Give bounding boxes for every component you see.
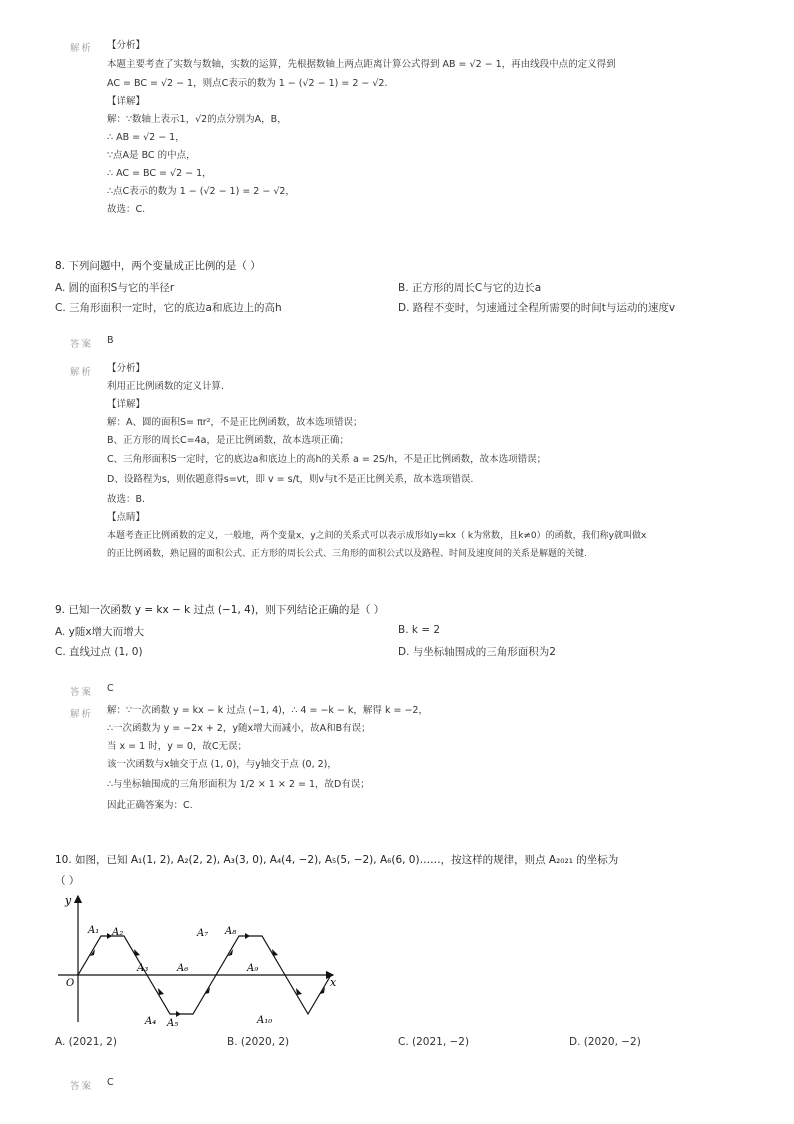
q8-option-a[interactable]: A. 圆的面积S与它的半径r (55, 282, 175, 294)
point-label-a1: A₁ (88, 925, 100, 936)
q10-option-d[interactable]: D. (2020, −2) (569, 1036, 641, 1048)
origin-label: O (66, 978, 75, 989)
q8-line-10: 的正比例函数，熟记圆的面积公式、正方形的周长公式、三角形的面积公式以及路程、时间及速度间的关系是解题的关键. (107, 549, 587, 559)
q9-stem: 9. 已知一次函数 y = kx − k 过点 (−1, 4)，则下列结论正确的是（ ） (55, 604, 385, 616)
q7-line-8: ∴点C表示的数为 1 − (√2 − 1) = 2 − √2， (107, 186, 295, 197)
q10-stem-paren: （ ） (55, 875, 80, 887)
q7-line-2: AC = BC = √2 − 1，则点C表示的数为 1 − (√2 − 1) = 2 − √2. (107, 78, 388, 89)
q8-option-d[interactable]: D. 路程不变时，匀速通过全程所需要的时间t与运动的速度v (398, 302, 676, 314)
q10-answer-label: 答案 (70, 1081, 94, 1092)
q7-line-6: ∵点A是 BC 的中点， (107, 150, 196, 161)
q9-line-0: 解：∵一次函数 y = kx − k 过点 (−1, 4)，∴ 4 = −k − k，解得 k = −2， (107, 705, 428, 716)
q8-option-c[interactable]: C. 三角形面积一定时，它的底边a和底边上的高h (55, 302, 282, 314)
point-label-a3: A₃ (137, 963, 149, 974)
q9-answer-label: 答案 (70, 687, 94, 698)
point-label-a4: A₄ (145, 1016, 157, 1027)
q9-line-3: 该一次函数与x轴交于点 (1, 0)，与y轴交于点 (0, 2)， (107, 759, 337, 770)
q7-line-7: ∴ AC = BC = √2 − 1， (107, 168, 212, 179)
q8-line-7: 故选：B. (107, 494, 146, 505)
q8-line-0: 【分析】 (107, 363, 146, 374)
q7-line-5: ∴ AB = √2 − 1， (107, 132, 185, 143)
point-label-a9: A₉ (247, 963, 259, 974)
q9-line-4: ∴与坐标轴围成的三角形面积为 1/2 × 1 × 2 = 1，故D有误； (107, 779, 370, 790)
x-axis-label: x (330, 976, 337, 989)
q7-line-4: 解：∵数轴上表示1，√2的点分别为A，B， (107, 114, 287, 125)
q8-stem: 8. 下列问题中，两个变量成正比例的是（ ） (55, 260, 261, 272)
point-label-a6: A₆ (177, 963, 189, 974)
q7-line-3: 【详解】 (107, 96, 146, 107)
q9-line-2: 当 x = 1 时，y = 0，故C无误； (107, 741, 248, 752)
q7-jiexi-label: 解析 (70, 43, 94, 54)
q8-line-3: 解：A、圆的面积S= πr²，不是正比例函数，故本选项错误； (107, 417, 363, 428)
point-label-a2: A₂ (112, 927, 124, 938)
q9-answer: C (107, 683, 114, 694)
q10-answer: C (107, 1077, 114, 1088)
point-label-a5: A₅ (167, 1018, 179, 1029)
q8-answer: B (107, 335, 114, 346)
q9-option-c[interactable]: C. 直线过点 (1, 0) (55, 646, 143, 658)
point-label-a8: A₈ (225, 926, 237, 937)
q8-line-8: 【点睛】 (107, 512, 146, 523)
q9-jiexi-label: 解析 (70, 709, 94, 720)
q8-answer-label: 答案 (70, 339, 94, 350)
q10-option-c[interactable]: C. (2021, −2) (398, 1036, 470, 1048)
q8-line-9: 本题考查正比例函数的定义，一般地，两个变量x，y之间的关系式可以表示成形如y=kx（ k为常数，且k≠0）的函数，我们称y就叫做x (107, 531, 647, 541)
q8-line-2: 【详解】 (107, 399, 146, 410)
q7-line-9: 故选：C. (107, 204, 146, 215)
y-axis-label: y (65, 894, 72, 907)
q10-option-b[interactable]: B. (2020, 2) (227, 1036, 290, 1048)
q10-wave-figure (55, 890, 345, 1030)
q8-line-4: B、正方形的周长C=4a，是正比例函数，故本选项正确； (107, 435, 349, 446)
q9-line-1: ∴一次函数为 y = −2x + 2，y随x增大而减小，故A和B有误； (107, 723, 371, 734)
q8-jiexi-label: 解析 (70, 367, 94, 378)
q9-line-5: 因此正确答案为：C. (107, 800, 193, 811)
q7-line-1: 本题主要考查了实数与数轴，实数的运算，先根据数轴上两点距离计算公式得到 AB = √2 − 1，再由线段中点的定义得到 (107, 59, 616, 70)
q8-line-1: 利用正比例函数的定义计算. (107, 381, 225, 392)
q10-option-a[interactable]: A. (2021, 2) (55, 1036, 117, 1048)
q10-stem: 10. 如图，已知 A₁(1, 2), A₂(2, 2), A₃(3, 0), A₄(4, −2), A₅(5, −2), A₆(6, 0)……，按这样的规律，则点 A₂₀₂₁ 的坐标为 (55, 854, 619, 866)
q8-option-b[interactable]: B. 正方形的周长C与它的边长a (398, 282, 542, 294)
point-label-a10: A₁₀ (257, 1015, 273, 1026)
q7-line-0: 【分析】 (107, 40, 146, 51)
q9-option-d[interactable]: D. 与坐标轴围成的三角形面积为2 (398, 646, 556, 658)
q9-option-b[interactable]: B. k = 2 (398, 624, 441, 636)
q8-line-5: C、三角形面积S一定时，它的底边a和底边上的高h的关系 a = 2S/h，不是正比例函数，故本选项错误； (107, 454, 547, 465)
q9-option-a[interactable]: A. y随x增大而增大 (55, 626, 145, 638)
point-label-a7: A₇ (197, 928, 209, 939)
q8-line-6: D、设路程为s，则依题意得s=vt，即 v = s/t，则v与t不是正比例关系，故本选项错误. (107, 474, 474, 485)
